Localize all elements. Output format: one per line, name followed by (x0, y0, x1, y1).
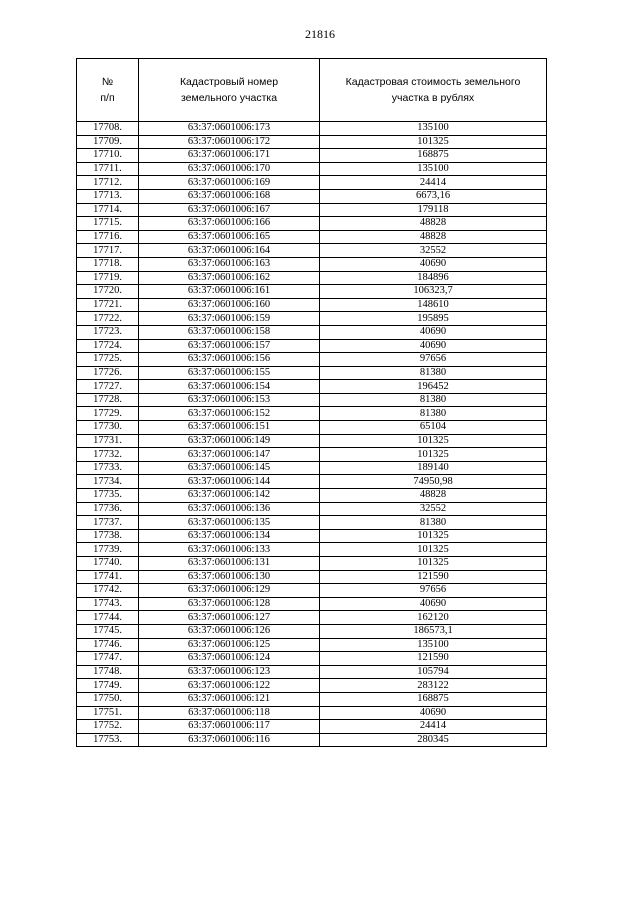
cadastral-value-cell: 196452 (320, 380, 547, 394)
cadastral-value-cell: 74950,98 (320, 475, 547, 489)
cadastral-value-cell: 97656 (320, 353, 547, 367)
row-number-cell: 17734. (77, 475, 139, 489)
table-row (77, 543, 547, 557)
cadastral-number-cell: 63:37:0601006:159 (139, 312, 320, 326)
table-row (77, 366, 547, 380)
cadastral-number-cell: 63:37:0601006:169 (139, 176, 320, 190)
table-row (77, 393, 547, 407)
table-row (77, 230, 547, 244)
cadastral-value-cell: 106323,7 (320, 285, 547, 299)
row-number-cell: 17735. (77, 489, 139, 503)
row-number-cell: 17750. (77, 692, 139, 706)
table-row (77, 244, 547, 258)
cadastral-number-cell: 63:37:0601006:168 (139, 189, 320, 203)
cadastral-value-cell: 195895 (320, 312, 547, 326)
table-row (77, 720, 547, 734)
row-number-cell: 17731. (77, 434, 139, 448)
cadastral-value-table (76, 58, 547, 747)
row-number-cell: 17732. (77, 448, 139, 462)
cadastral-number-cell: 63:37:0601006:151 (139, 421, 320, 435)
cadastral-number-cell: 63:37:0601006:144 (139, 475, 320, 489)
cadastral-number-cell: 63:37:0601006:122 (139, 679, 320, 693)
table-row (77, 733, 547, 747)
table-row (77, 679, 547, 693)
table-row (77, 189, 547, 203)
cadastral-number-cell: 63:37:0601006:126 (139, 624, 320, 638)
row-number-cell: 17728. (77, 393, 139, 407)
cadastral-number-cell: 63:37:0601006:147 (139, 448, 320, 462)
cadastral-value-cell: 184896 (320, 271, 547, 285)
table-row (77, 557, 547, 571)
cadastral-number-cell: 63:37:0601006:170 (139, 162, 320, 176)
cadastral-number-cell: 63:37:0601006:161 (139, 285, 320, 299)
cadastral-number-cell: 63:37:0601006:149 (139, 434, 320, 448)
table-row (77, 638, 547, 652)
cadastral-value-cell: 101325 (320, 448, 547, 462)
table-row (77, 502, 547, 516)
cadastral-value-cell: 168875 (320, 149, 547, 163)
row-number-cell: 17744. (77, 611, 139, 625)
row-number-cell: 17718. (77, 257, 139, 271)
cadastral-value-cell: 40690 (320, 597, 547, 611)
cadastral-value-cell: 48828 (320, 489, 547, 503)
cadastral-number-cell: 63:37:0601006:118 (139, 706, 320, 720)
cadastral-number-cell: 63:37:0601006:171 (139, 149, 320, 163)
cadastral-value-cell: 283122 (320, 679, 547, 693)
table-row (77, 597, 547, 611)
table-row (77, 122, 547, 136)
row-number-cell: 17730. (77, 421, 139, 435)
cadastral-number-cell: 63:37:0601006:130 (139, 570, 320, 584)
table-row (77, 611, 547, 625)
cadastral-number-cell: 63:37:0601006:145 (139, 461, 320, 475)
row-number-cell: 17712. (77, 176, 139, 190)
cadastral-value-cell: 65104 (320, 421, 547, 435)
cadastral-number-cell: 63:37:0601006:163 (139, 257, 320, 271)
cadastral-value-cell: 48828 (320, 230, 547, 244)
table-row (77, 570, 547, 584)
cadastral-value-cell: 135100 (320, 122, 547, 136)
row-number-cell: 17752. (77, 720, 139, 734)
row-number-cell: 17733. (77, 461, 139, 475)
row-number-cell: 17729. (77, 407, 139, 421)
cadastral-number-cell: 63:37:0601006:167 (139, 203, 320, 217)
table-row (77, 529, 547, 543)
row-number-cell: 17743. (77, 597, 139, 611)
row-number-cell: 17745. (77, 624, 139, 638)
cadastral-number-cell: 63:37:0601006:166 (139, 217, 320, 231)
table-body (77, 122, 547, 747)
cadastral-value-cell: 81380 (320, 366, 547, 380)
row-number-cell: 17721. (77, 298, 139, 312)
cadastral-number-cell: 63:37:0601006:164 (139, 244, 320, 258)
row-number-cell: 17726. (77, 366, 139, 380)
table-row (77, 624, 547, 638)
cadastral-value-cell: 101325 (320, 434, 547, 448)
cadastral-number-cell: 63:37:0601006:133 (139, 543, 320, 557)
cadastral-number-cell: 63:37:0601006:155 (139, 366, 320, 380)
cadastral-value-cell: 148610 (320, 298, 547, 312)
cadastral-value-cell: 24414 (320, 720, 547, 734)
table-row (77, 434, 547, 448)
cadastral-value-cell: 280345 (320, 733, 547, 747)
table-row (77, 692, 547, 706)
column-header-cadastral-value: Кадастровая стоимость земельного участка в рублях (320, 59, 547, 122)
cadastral-value-cell: 101325 (320, 543, 547, 557)
table-row (77, 257, 547, 271)
cadastral-number-cell: 63:37:0601006:135 (139, 516, 320, 530)
cadastral-value-cell: 101325 (320, 529, 547, 543)
cadastral-value-cell: 40690 (320, 325, 547, 339)
cadastral-value-cell: 179118 (320, 203, 547, 217)
cadastral-value-cell: 24414 (320, 176, 547, 190)
cadastral-value-cell: 32552 (320, 244, 547, 258)
table-row (77, 461, 547, 475)
cadastral-value-cell: 32552 (320, 502, 547, 516)
table-row (77, 325, 547, 339)
cadastral-number-cell: 63:37:0601006:128 (139, 597, 320, 611)
row-number-cell: 17741. (77, 570, 139, 584)
cadastral-number-cell: 63:37:0601006:162 (139, 271, 320, 285)
row-number-cell: 17749. (77, 679, 139, 693)
row-number-cell: 17736. (77, 502, 139, 516)
table-row (77, 516, 547, 530)
table-row (77, 162, 547, 176)
table-row (77, 353, 547, 367)
cadastral-value-cell: 101325 (320, 135, 547, 149)
table-row (77, 176, 547, 190)
cadastral-number-cell: 63:37:0601006:124 (139, 652, 320, 666)
table-row (77, 706, 547, 720)
table-row (77, 203, 547, 217)
row-number-cell: 17738. (77, 529, 139, 543)
cadastral-value-cell: 40690 (320, 706, 547, 720)
table-row (77, 448, 547, 462)
cadastral-value-cell: 101325 (320, 557, 547, 571)
cadastral-value-cell: 40690 (320, 339, 547, 353)
row-number-cell: 17725. (77, 353, 139, 367)
cadastral-value-cell: 189140 (320, 461, 547, 475)
page-number: 21816 (305, 27, 335, 41)
cadastral-value-cell: 6673,16 (320, 189, 547, 203)
cadastral-value-cell: 168875 (320, 692, 547, 706)
table-row (77, 421, 547, 435)
cadastral-number-cell: 63:37:0601006:158 (139, 325, 320, 339)
cadastral-number-cell: 63:37:0601006:156 (139, 353, 320, 367)
table-row (77, 312, 547, 326)
cadastral-number-cell: 63:37:0601006:136 (139, 502, 320, 516)
cadastral-number-cell: 63:37:0601006:134 (139, 529, 320, 543)
row-number-cell: 17715. (77, 217, 139, 231)
cadastral-number-cell: 63:37:0601006:116 (139, 733, 320, 747)
row-number-cell: 17737. (77, 516, 139, 530)
row-number-cell: 17717. (77, 244, 139, 258)
table-row (77, 298, 547, 312)
table-row (77, 271, 547, 285)
column-header-cadastral-number: Кадастровый номер земельного участка (139, 59, 320, 122)
cadastral-number-cell: 63:37:0601006:129 (139, 584, 320, 598)
row-number-cell: 17722. (77, 312, 139, 326)
row-number-cell: 17716. (77, 230, 139, 244)
table-row (77, 285, 547, 299)
row-number-cell: 17747. (77, 652, 139, 666)
row-number-cell: 17746. (77, 638, 139, 652)
cadastral-value-cell: 97656 (320, 584, 547, 598)
cadastral-value-cell: 121590 (320, 652, 547, 666)
cadastral-value-cell: 135100 (320, 162, 547, 176)
row-number-cell: 17739. (77, 543, 139, 557)
row-number-cell: 17714. (77, 203, 139, 217)
cadastral-number-cell: 63:37:0601006:152 (139, 407, 320, 421)
cadastral-value-cell: 186573,1 (320, 624, 547, 638)
row-number-cell: 17723. (77, 325, 139, 339)
cadastral-number-cell: 63:37:0601006:160 (139, 298, 320, 312)
table-row (77, 407, 547, 421)
cadastral-number-cell: 63:37:0601006:121 (139, 692, 320, 706)
row-number-cell: 17719. (77, 271, 139, 285)
table-row (77, 652, 547, 666)
cadastral-value-cell: 48828 (320, 217, 547, 231)
row-number-cell: 17713. (77, 189, 139, 203)
cadastral-value-cell: 135100 (320, 638, 547, 652)
cadastral-value-cell: 121590 (320, 570, 547, 584)
row-number-cell: 17709. (77, 135, 139, 149)
cadastral-number-cell: 63:37:0601006:117 (139, 720, 320, 734)
table-row (77, 149, 547, 163)
row-number-cell: 17708. (77, 122, 139, 136)
cadastral-value-cell: 40690 (320, 257, 547, 271)
cadastral-number-cell: 63:37:0601006:127 (139, 611, 320, 625)
row-number-cell: 17751. (77, 706, 139, 720)
table-row (77, 217, 547, 231)
row-number-cell: 17748. (77, 665, 139, 679)
cadastral-number-cell: 63:37:0601006:131 (139, 557, 320, 571)
cadastral-value-cell: 81380 (320, 407, 547, 421)
cadastral-number-cell: 63:37:0601006:154 (139, 380, 320, 394)
table-row (77, 475, 547, 489)
table-row (77, 489, 547, 503)
cadastral-number-cell: 63:37:0601006:125 (139, 638, 320, 652)
cadastral-number-cell: 63:37:0601006:157 (139, 339, 320, 353)
cadastral-value-cell: 162120 (320, 611, 547, 625)
table-row (77, 135, 547, 149)
table-row (77, 584, 547, 598)
row-number-cell: 17742. (77, 584, 139, 598)
row-number-cell: 17710. (77, 149, 139, 163)
cadastral-number-cell: 63:37:0601006:142 (139, 489, 320, 503)
table-row (77, 665, 547, 679)
cadastral-value-cell: 81380 (320, 393, 547, 407)
row-number-cell: 17753. (77, 733, 139, 747)
cadastral-number-cell: 63:37:0601006:153 (139, 393, 320, 407)
table-row (77, 380, 547, 394)
cadastral-number-cell: 63:37:0601006:173 (139, 122, 320, 136)
cadastral-number-cell: 63:37:0601006:172 (139, 135, 320, 149)
row-number-cell: 17724. (77, 339, 139, 353)
row-number-cell: 17720. (77, 285, 139, 299)
cadastral-number-cell: 63:37:0601006:123 (139, 665, 320, 679)
table-row (77, 339, 547, 353)
row-number-cell: 17727. (77, 380, 139, 394)
cadastral-value-cell: 81380 (320, 516, 547, 530)
row-number-cell: 17711. (77, 162, 139, 176)
column-header-number: № п/п (77, 59, 139, 122)
table-header-row (77, 59, 547, 122)
row-number-cell: 17740. (77, 557, 139, 571)
cadastral-value-cell: 105794 (320, 665, 547, 679)
cadastral-number-cell: 63:37:0601006:165 (139, 230, 320, 244)
